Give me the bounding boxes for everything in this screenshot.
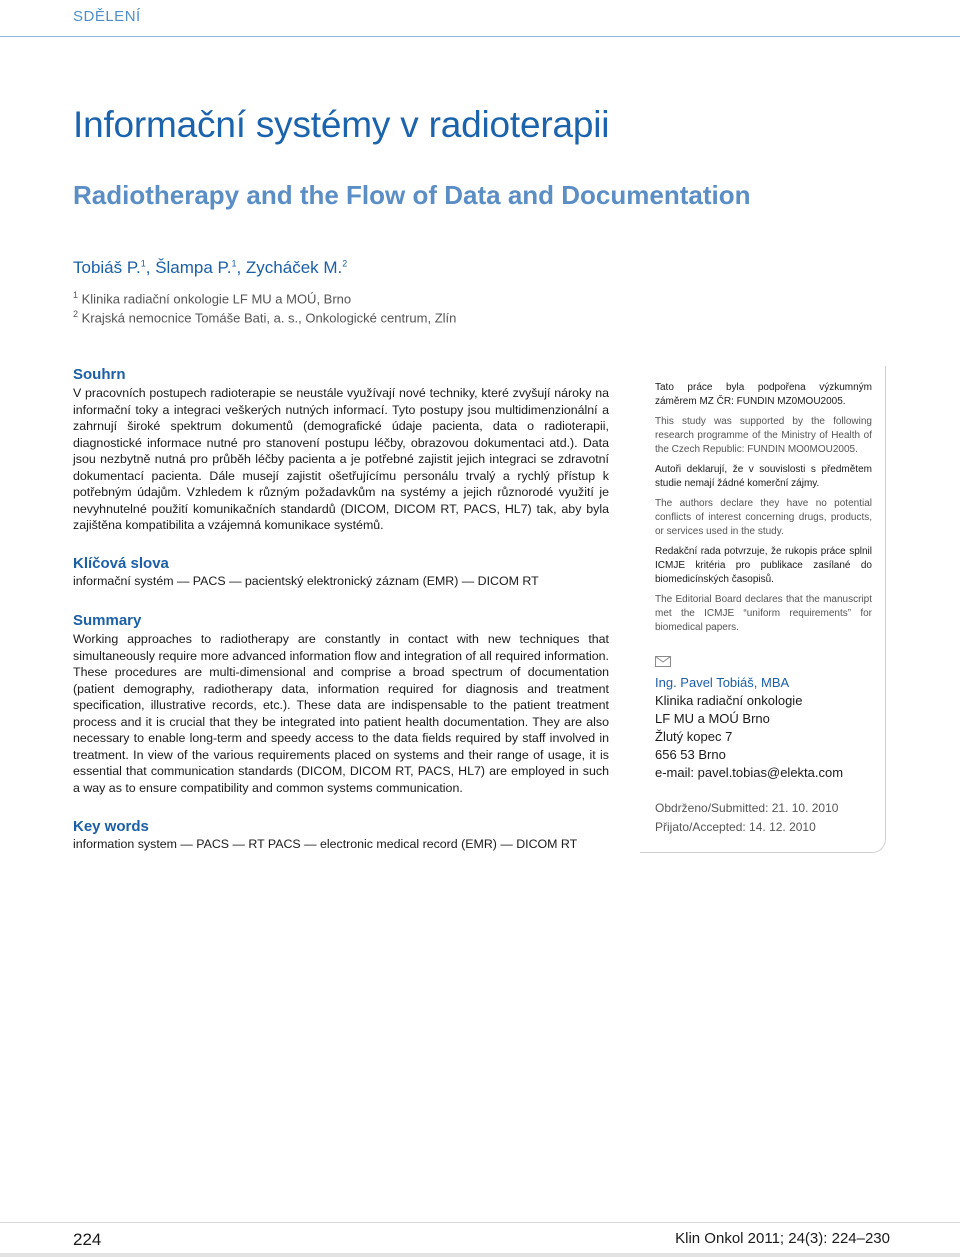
affiliation-text: Krajská nemocnice Tomáše Bati, a. s., Onkologické centrum, Zlín — [78, 310, 457, 326]
dates-block — [655, 799, 838, 837]
editorial-statement-cz: Redakční rada potvrzuje, že rukopis práce splnil ICMJE kritéria pro publikace zasílané do biomedicínských časopisů. — [655, 546, 872, 585]
editorial-statement-en: The Editorial Board declares that the manuscript met the ICMJE “uniform requirements” for biomedical papers. — [655, 594, 872, 633]
footer-band — [0, 1253, 960, 1257]
affiliation-2 — [73, 309, 456, 325]
section-label: SDĚLENÍ — [73, 8, 141, 25]
author-affiliation-mark: 1 — [140, 258, 146, 269]
conflict-statement-cz: Autoři deklarují, že v souvislosti s předmětem studie nemají žádné komerční zájmy. — [655, 464, 872, 489]
page-number: 224 — [73, 1230, 102, 1249]
contact-block — [655, 674, 843, 782]
keywords-text: information system — PACS — RT PACS — electronic medical record (EMR) — DICOM RT — [73, 837, 578, 851]
affiliation-text: Klinika radiační onkologie LF MU a MOÚ, Brno — [78, 291, 352, 307]
article-title: Informační systémy v radioterapii — [73, 104, 610, 145]
contact-line: 656 53 Brno — [655, 747, 726, 762]
sidebar-content — [655, 381, 872, 641]
klicova-slova-section — [73, 555, 609, 588]
keywords-section — [73, 818, 609, 851]
affiliation-number: 1 — [73, 290, 79, 300]
affiliation-number: 2 — [73, 309, 79, 319]
summary-section — [73, 612, 609, 796]
souhrn-text: V pracovních postupech radioterapie se neustále využívají nové techniky, které zvyšují nároky na informační toky a integraci veškerých nutných informací. Tyto postupy jsou multidimenzionální a zahrnují široké spektrum dokumentů (demografické údaje pacienta, data o radioterapii, diagnostické informace nutné pro stanovení postupu léčby, obrazovou dokumentaci atd.). Data jsou nezbytně nutná pro průběh léčby pacienta a je potřebné zajistit jejich integraci se zdravotní dokumentací pacienta. Dále musejí zajistit ošetřujícímu personálu trvalý a rychlý přístup k potřebným údajům. Vzhledem k různým požadavkům na systémy a jejich různorodé využití je nevyhnutelné použití komunikačních standardů (DICOM, DICOM RT, PACS, HL7) tak, aby byla zajištěna kompatibilita a vzájemná komunikace systémů. — [73, 386, 609, 532]
souhrn-section — [73, 366, 609, 534]
souhrn-heading: Souhrn — [73, 366, 126, 383]
support-statement-en: This study was supported by the following research programme of the Ministry of Health of the Czech Republic: FUNDIN MO0MOU2005. — [655, 416, 872, 455]
klicova-slova-text: informační systém — PACS — pacientský elektronický záznam (EMR) — DICOM RT — [73, 574, 539, 588]
article-subtitle: Radiotherapy and the Flow of Data and Documentation — [73, 180, 751, 210]
submitted-date: Obdrženo/Submitted: 21. 10. 2010 — [655, 801, 839, 815]
contact-line: LF MU a MOÚ Brno — [655, 711, 770, 726]
author-list — [73, 258, 347, 278]
summary-text: Working approaches to radiotherapy are constantly in contact with new techniques that simultaneously require more advanced information flow and integration of all required information. These procedures are multi-dimensional and comprise a broad spectrum of documentation (patient demography, radiotherapy data, information required for diagnosis and treatment specification, illustrative records, etc.). These data are indispensable to the patient treatment process and it is crucial that they be integrated into patient health documentation. They are also necessary to enable long-term and speedy access to the data fields required by staff involved in treatment. In view of the various requirements placed on systems and their range of usage, it is essential that communication standards (DICOM, DICOM RT, PACS, HL7) are employed in such a way as to ensure compatibility and common systems communication. — [73, 632, 609, 795]
conflict-statement-en: The authors declare they have no potential conflicts of interest concerning drugs, products, or services used in the study. — [655, 498, 872, 537]
affiliation-1 — [73, 290, 351, 306]
author-affiliation-mark: 2 — [342, 258, 348, 269]
summary-heading: Summary — [73, 612, 142, 629]
support-statement-cz: Tato práce byla podpořena výzkumným záměrem MZ ČR: FUNDIN MZ0MOU2005. — [655, 382, 872, 407]
contact-line: Klinika radiační onkologie — [655, 693, 803, 708]
contact-name: Ing. Pavel Tobiáš, MBA — [655, 675, 790, 690]
klicova-slova-heading: Klíčová slova — [73, 555, 169, 572]
footer-rule — [0, 1222, 960, 1223]
author-name: Tobiáš P. — [73, 258, 141, 277]
contact-line: Žlutý kopec 7 — [655, 729, 733, 744]
keywords-heading: Key words — [73, 818, 149, 835]
header-rule — [0, 36, 960, 37]
envelope-icon — [655, 656, 671, 667]
journal-citation: Klin Onkol 2011; 24(3): 224–230 — [675, 1230, 890, 1247]
author-name: , Zycháček M. — [236, 258, 343, 277]
author-name: , Šlampa P. — [145, 258, 232, 277]
accepted-date: Přijato/Accepted: 14. 12. 2010 — [655, 820, 816, 834]
author-affiliation-mark: 1 — [231, 258, 237, 269]
contact-email: e-mail: pavel.tobias@elekta.com — [655, 765, 844, 780]
